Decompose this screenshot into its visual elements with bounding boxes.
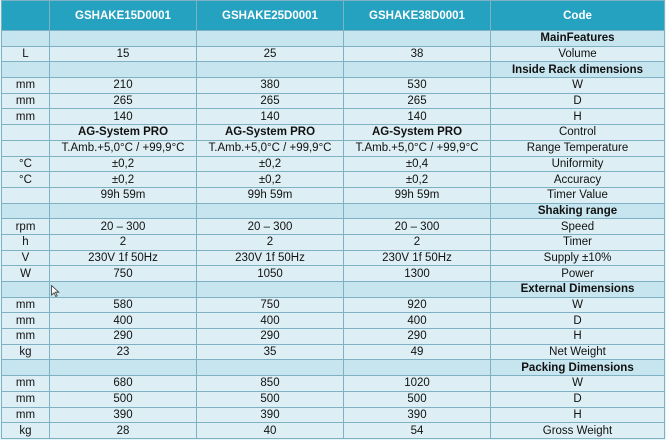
value-cell-model-2: AG-System PRO [197, 125, 344, 141]
value-cell-model-3 [344, 282, 491, 298]
value-cell-model-1 [50, 31, 197, 47]
value-cell-model-2: 25 [197, 46, 344, 62]
value-cell-model-1 [50, 62, 197, 78]
value-cell-model-2: 1050 [197, 266, 344, 282]
unit-cell: W [2, 266, 50, 282]
value-cell-model-3: 920 [344, 297, 491, 313]
value-cell-model-2 [197, 360, 344, 376]
value-cell-model-1: AG-System PRO [50, 125, 197, 141]
value-cell-model-3: 49 [344, 344, 491, 360]
value-cell-model-2: 400 [197, 313, 344, 329]
code-cell: Supply ±10% [491, 250, 665, 266]
value-cell-model-2: 99h 59m [197, 187, 344, 203]
value-cell-model-1: 290 [50, 329, 197, 345]
value-cell-model-3 [344, 31, 491, 47]
value-cell-model-2: 290 [197, 329, 344, 345]
table-row [2, 78, 665, 94]
unit-cell: mm [2, 391, 50, 407]
code-cell: Net Weight [491, 344, 665, 360]
value-cell-model-2: 2 [197, 234, 344, 250]
code-cell: MainFeatures [491, 31, 665, 47]
code-cell: Range Temperature [491, 140, 665, 156]
table-row [2, 376, 665, 392]
unit-cell [2, 203, 50, 219]
code-cell: Timer [491, 234, 665, 250]
value-cell-model-1: 210 [50, 78, 197, 94]
value-cell-model-2: 35 [197, 344, 344, 360]
table-row [2, 266, 665, 282]
code-cell: Uniformity [491, 156, 665, 172]
value-cell-model-2 [197, 282, 344, 298]
value-cell-model-1: 20 – 300 [50, 219, 197, 235]
value-cell-model-1 [50, 203, 197, 219]
code-cell: Timer Value [491, 187, 665, 203]
table-row [2, 219, 665, 235]
spec-table [1, 0, 665, 439]
value-cell-model-1: 99h 59m [50, 187, 197, 203]
table-row [2, 187, 665, 203]
code-cell: Packing Dimensions [491, 360, 665, 376]
code-cell: W [491, 376, 665, 392]
table-row [2, 297, 665, 313]
table-row [2, 172, 665, 188]
value-cell-model-2: 230V 1f 50Hz [197, 250, 344, 266]
value-cell-model-2: 390 [197, 407, 344, 423]
value-cell-model-2: 265 [197, 93, 344, 109]
unit-cell: mm [2, 376, 50, 392]
value-cell-model-2: 750 [197, 297, 344, 313]
value-cell-model-3: 400 [344, 313, 491, 329]
unit-cell: °C [2, 172, 50, 188]
unit-cell: kg [2, 423, 50, 439]
value-cell-model-2: 380 [197, 78, 344, 94]
value-cell-model-3: 265 [344, 93, 491, 109]
value-cell-model-1: 390 [50, 407, 197, 423]
unit-cell [2, 140, 50, 156]
table-row [2, 407, 665, 423]
unit-cell: mm [2, 93, 50, 109]
unit-cell: mm [2, 407, 50, 423]
code-cell: H [491, 109, 665, 125]
value-cell-model-2: ±0,2 [197, 172, 344, 188]
value-cell-model-3 [344, 203, 491, 219]
code-cell: H [491, 329, 665, 345]
unit-cell: rpm [2, 219, 50, 235]
spec-body [2, 31, 665, 439]
value-cell-model-1: 265 [50, 93, 197, 109]
value-cell-model-3: 530 [344, 78, 491, 94]
value-cell-model-3: 290 [344, 329, 491, 345]
value-cell-model-1: 230V 1f 50Hz [50, 250, 197, 266]
table-row [2, 140, 665, 156]
value-cell-model-1 [50, 282, 197, 298]
unit-cell [2, 282, 50, 298]
value-cell-model-3: ±0,2 [344, 172, 491, 188]
code-cell: D [491, 391, 665, 407]
unit-cell [2, 125, 50, 141]
value-cell-model-1: 400 [50, 313, 197, 329]
unit-cell [2, 31, 50, 47]
value-cell-model-1: 23 [50, 344, 197, 360]
value-cell-model-3: 140 [344, 109, 491, 125]
table-row [2, 31, 665, 47]
header-row [2, 1, 665, 31]
unit-cell: mm [2, 297, 50, 313]
value-cell-model-3: 230V 1f 50Hz [344, 250, 491, 266]
table-row [2, 329, 665, 345]
header-unit [2, 1, 50, 31]
value-cell-model-3: 99h 59m [344, 187, 491, 203]
code-cell: Volume [491, 46, 665, 62]
value-cell-model-1 [50, 360, 197, 376]
value-cell-model-2: 850 [197, 376, 344, 392]
unit-cell [2, 360, 50, 376]
table-row [2, 282, 665, 298]
value-cell-model-3 [344, 360, 491, 376]
unit-cell: L [2, 46, 50, 62]
value-cell-model-2: 40 [197, 423, 344, 439]
table-row [2, 391, 665, 407]
value-cell-model-1: ±0,2 [50, 172, 197, 188]
value-cell-model-1: 580 [50, 297, 197, 313]
unit-cell: V [2, 250, 50, 266]
value-cell-model-3: 54 [344, 423, 491, 439]
header-code: Code [491, 1, 665, 31]
value-cell-model-1: 750 [50, 266, 197, 282]
value-cell-model-2: T.Amb.+5,0°C / +99,9°C [197, 140, 344, 156]
value-cell-model-1: 28 [50, 423, 197, 439]
value-cell-model-2: ±0,2 [197, 156, 344, 172]
value-cell-model-3: ±0,4 [344, 156, 491, 172]
value-cell-model-2 [197, 62, 344, 78]
value-cell-model-3: 1020 [344, 376, 491, 392]
code-cell: Gross Weight [491, 423, 665, 439]
table-row [2, 344, 665, 360]
value-cell-model-3: 38 [344, 46, 491, 62]
value-cell-model-2 [197, 203, 344, 219]
code-cell: Control [491, 125, 665, 141]
code-cell: H [491, 407, 665, 423]
unit-cell: h [2, 234, 50, 250]
table-row [2, 109, 665, 125]
code-cell: Accuracy [491, 172, 665, 188]
table-row [2, 360, 665, 376]
header-model-1: GSHAKE15D0001 [50, 1, 197, 31]
code-cell: Inside Rack dimensions [491, 62, 665, 78]
header-model-2: GSHAKE25D0001 [197, 1, 344, 31]
table-row [2, 46, 665, 62]
code-cell: W [491, 297, 665, 313]
value-cell-model-3 [344, 62, 491, 78]
code-cell: D [491, 313, 665, 329]
table-row [2, 203, 665, 219]
unit-cell [2, 62, 50, 78]
value-cell-model-1: 140 [50, 109, 197, 125]
table-row [2, 234, 665, 250]
code-cell: External Dimensions [491, 282, 665, 298]
value-cell-model-1: T.Amb.+5,0°C / +99,9°C [50, 140, 197, 156]
value-cell-model-3: 20 – 300 [344, 219, 491, 235]
value-cell-model-2: 500 [197, 391, 344, 407]
value-cell-model-3: T.Amb.+5,0°C / +99,9°C [344, 140, 491, 156]
unit-cell: kg [2, 344, 50, 360]
code-cell: Power [491, 266, 665, 282]
table-row [2, 125, 665, 141]
unit-cell: mm [2, 329, 50, 345]
value-cell-model-3: 390 [344, 407, 491, 423]
unit-cell: °C [2, 156, 50, 172]
unit-cell: mm [2, 78, 50, 94]
code-cell: Shaking range [491, 203, 665, 219]
value-cell-model-2: 140 [197, 109, 344, 125]
table-row [2, 62, 665, 78]
unit-cell: mm [2, 109, 50, 125]
code-cell: Speed [491, 219, 665, 235]
value-cell-model-3: AG-System PRO [344, 125, 491, 141]
code-cell: W [491, 78, 665, 94]
value-cell-model-2 [197, 31, 344, 47]
value-cell-model-1: 680 [50, 376, 197, 392]
mouse-cursor-icon [51, 285, 60, 297]
code-cell: D [491, 93, 665, 109]
table-row [2, 313, 665, 329]
value-cell-model-1: 500 [50, 391, 197, 407]
table-row [2, 156, 665, 172]
table-row [2, 250, 665, 266]
value-cell-model-1: ±0,2 [50, 156, 197, 172]
value-cell-model-1: 15 [50, 46, 197, 62]
value-cell-model-3: 2 [344, 234, 491, 250]
value-cell-model-2: 20 – 300 [197, 219, 344, 235]
unit-cell [2, 187, 50, 203]
table-row [2, 423, 665, 439]
value-cell-model-3: 1300 [344, 266, 491, 282]
table-row [2, 93, 665, 109]
header-model-3: GSHAKE38D0001 [344, 1, 491, 31]
value-cell-model-3: 500 [344, 391, 491, 407]
value-cell-model-1: 2 [50, 234, 197, 250]
unit-cell: mm [2, 313, 50, 329]
